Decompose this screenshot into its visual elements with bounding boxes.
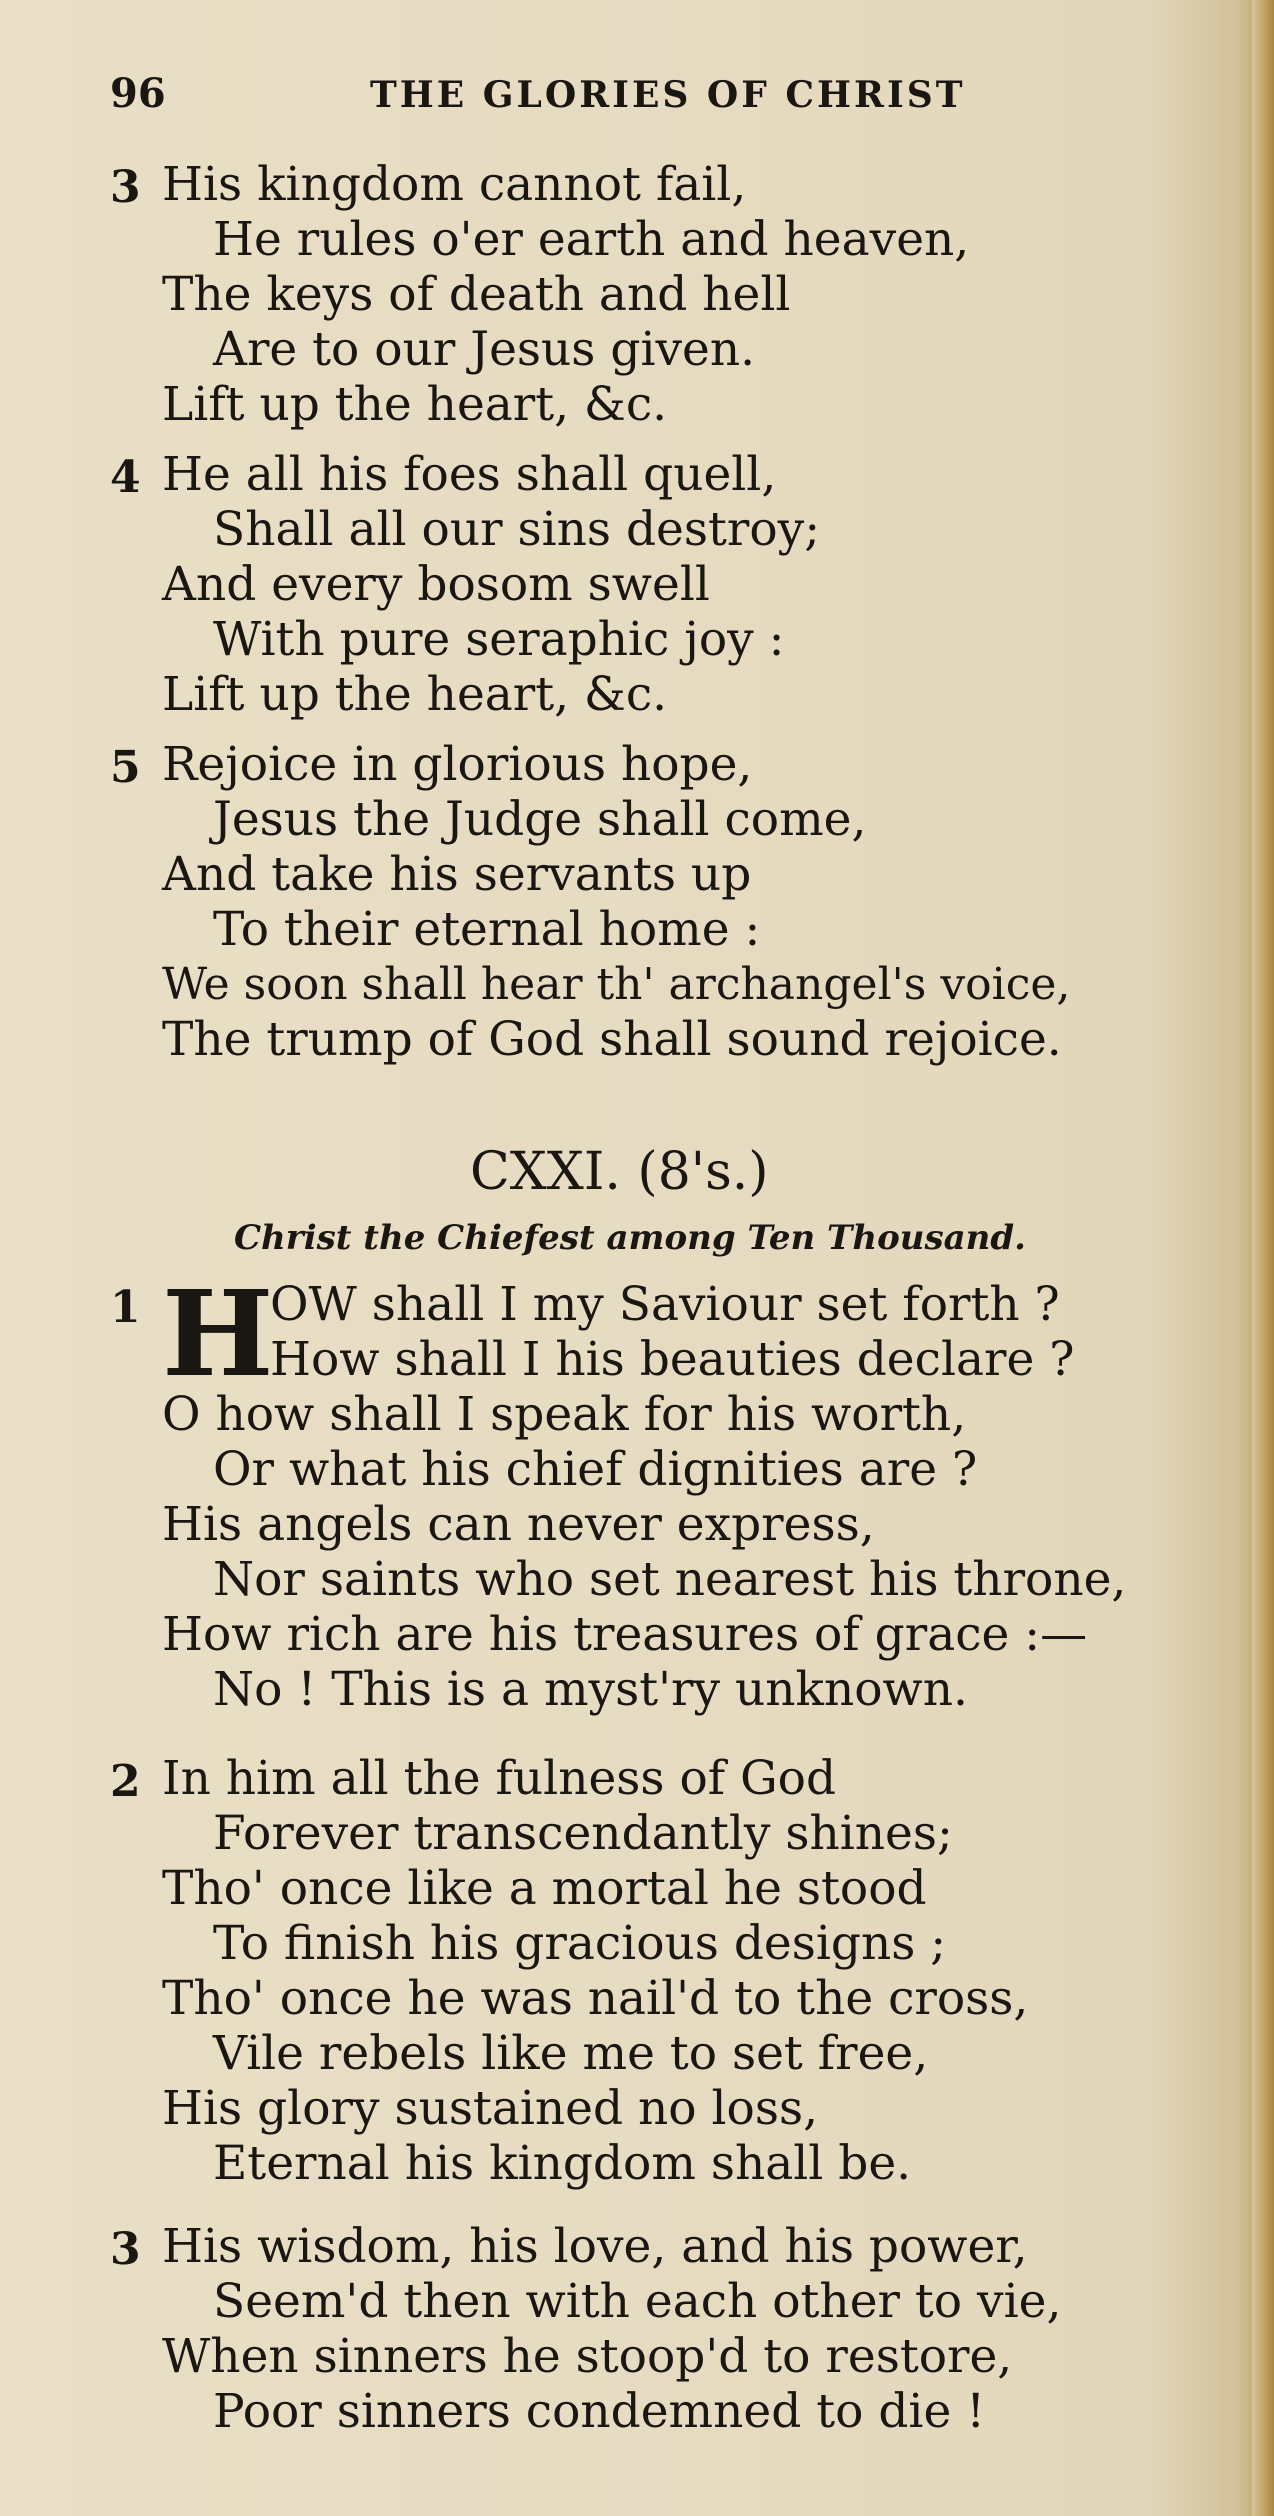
- running-title: THE GLORIES OF CHRIST: [370, 74, 966, 116]
- stanza-number: 4: [110, 452, 141, 503]
- verse-line: How shall I his beauties declare ?: [270, 1332, 1075, 1387]
- page-number: 96: [110, 70, 166, 117]
- verse-line: His glory sustained no loss,: [162, 2081, 819, 2136]
- verse-line: Jesus the Judge shall come,: [213, 792, 867, 847]
- hymn-subtitle: Christ the Chiefest among Ten Thousand.: [234, 1218, 1026, 1258]
- verse-line: Eternal his kingdom shall be.: [213, 2136, 912, 2191]
- verse-line: We soon shall hear th' archangel's voice,: [162, 959, 1071, 1010]
- stanza-number: 1: [110, 1282, 141, 1333]
- stanza-number: 3: [110, 2224, 141, 2275]
- verse-line: Tho' once he was nail'd to the cross,: [162, 1971, 1029, 2026]
- drop-cap: H: [162, 1264, 274, 1403]
- verse-line: His wisdom, his love, and his power,: [162, 2219, 1028, 2274]
- verse-line: Or what his chief dignities are ?: [213, 1442, 978, 1497]
- verse-line: Vile rebels like me to set free,: [213, 2026, 929, 2081]
- verse-line: O how shall I speak for his worth,: [162, 1387, 967, 1442]
- verse-line: Nor saints who set nearest his throne,: [213, 1552, 1127, 1607]
- verse-line: When sinners he stoop'd to restore,: [162, 2329, 1013, 2384]
- verse-line: Poor sinners condemned to die !: [213, 2384, 986, 2439]
- verse-line: Are to our Jesus given.: [213, 322, 756, 377]
- stanza-number: 5: [110, 742, 141, 793]
- verse-line: Tho' once like a mortal he stood: [162, 1861, 927, 1916]
- stanza-number: 2: [110, 1756, 141, 1807]
- verse-line: He all his foes shall quell,: [162, 447, 777, 502]
- verse-line: With pure seraphic joy :: [213, 612, 785, 667]
- verse-line: No ! This is a myst'ry unknown.: [213, 1662, 968, 1717]
- verse-line: His kingdom cannot fail,: [162, 157, 747, 212]
- verse-line: In him all the fulness of God: [162, 1751, 837, 1806]
- verse-line: Lift up the heart, &c.: [162, 667, 668, 722]
- verse-line: The trump of God shall sound rejoice.: [162, 1012, 1062, 1067]
- verse-line: And every bosom swell: [162, 557, 710, 612]
- verse-line: Seem'd then with each other to vie,: [213, 2274, 1062, 2329]
- verse-line: Lift up the heart, &c.: [162, 377, 668, 432]
- verse-line: OW shall I my Saviour set forth ?: [270, 1277, 1060, 1332]
- page-edge: [1252, 0, 1274, 2516]
- verse-line: His angels can never express,: [162, 1497, 875, 1552]
- verse-line: How rich are his treasures of grace :—: [162, 1607, 1088, 1662]
- verse-line: The keys of death and hell: [162, 267, 791, 322]
- verse-line: And take his servants up: [162, 847, 752, 902]
- verse-line: To finish his gracious designs ;: [213, 1916, 947, 1971]
- hymn-title: CXXI. (8's.): [470, 1142, 769, 1202]
- verse-line: To their eternal home :: [213, 902, 761, 957]
- verse-line: Rejoice in glorious hope,: [162, 737, 753, 792]
- verse-line: Shall all our sins destroy;: [213, 502, 821, 557]
- page-header: [110, 70, 1110, 120]
- verse-line: Forever transcendantly shines;: [213, 1806, 953, 1861]
- verse-line: He rules o'er earth and heaven,: [213, 212, 970, 267]
- stanza-number: 3: [110, 162, 141, 213]
